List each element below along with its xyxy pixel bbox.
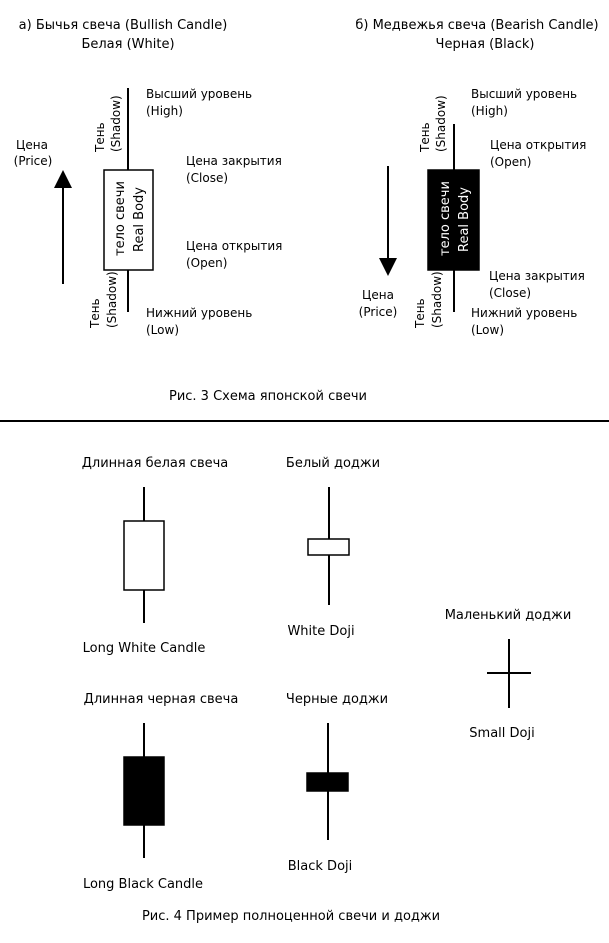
bearish-lower-shadow-label-1: Тень <box>413 298 427 328</box>
bullish-upper-shadow-label-1: Тень <box>93 122 107 152</box>
long-white-candle-example <box>82 456 229 656</box>
bearish-title: б) Медвежья свеча (Bearish Candle) <box>355 18 599 33</box>
price-label-ru: Цена <box>16 138 48 152</box>
small-doji-label-ru: Маленький доджи <box>444 608 572 623</box>
long-black-candle-example <box>83 692 238 892</box>
long-black-label-en: Long Black Candle <box>82 877 204 892</box>
price-down-arrow-head <box>379 258 397 276</box>
long-white-body <box>124 521 164 590</box>
bearish-close-ru: Цена закрытия <box>489 269 585 283</box>
price-up-arrow-head <box>54 170 72 188</box>
bearish-upper-shadow-label-2: (Shadow) <box>434 95 448 152</box>
bearish-close-en: (Close) <box>489 286 532 300</box>
price-label-en-2: (Price) <box>358 305 398 319</box>
bullish-lower-shadow-label-2: (Shadow) <box>105 271 119 328</box>
bearish-high-ru: Высший уровень <box>471 87 578 101</box>
bullish-body-label-en: Real Body <box>132 187 147 252</box>
bearish-body-label-ru: тело свечи <box>438 181 453 256</box>
bearish-subtitle: Черная (Black) <box>435 37 535 52</box>
bullish-high-en: (High) <box>146 104 183 118</box>
bearish-low-ru: Нижний уровень <box>471 306 578 320</box>
bullish-candle-section <box>14 18 283 337</box>
bearish-open-en: (Open) <box>490 155 532 169</box>
black-doji-example <box>286 692 388 874</box>
bearish-upper-shadow-label-1: Тень <box>418 122 432 152</box>
bullish-open-en: (Open) <box>186 256 228 270</box>
long-white-label-ru: Длинная белая свеча <box>81 456 229 471</box>
white-doji-body <box>308 539 349 555</box>
long-white-label-en: Long White Candle <box>82 641 206 656</box>
bullish-lower-shadow-label-1: Тень <box>88 298 102 328</box>
bullish-high-ru: Высший уровень <box>146 87 253 101</box>
bearish-lower-shadow-label-2: (Shadow) <box>430 271 444 328</box>
white-doji-example <box>286 456 380 639</box>
black-doji-body <box>307 773 348 791</box>
figure-4-caption: Рис. 4 Пример полноценной свечи и доджи <box>141 909 441 924</box>
bullish-close-en: (Close) <box>186 171 229 185</box>
long-black-body <box>124 757 164 825</box>
bearish-body-label-en: Real Body <box>457 187 472 252</box>
price-label-ru-2: Цена <box>362 288 394 302</box>
bullish-body-label-ru: тело свечи <box>113 181 128 256</box>
bullish-close-ru: Цена закрытия <box>186 154 282 168</box>
bearish-candle-section <box>355 18 598 337</box>
bullish-title: а) Бычья свеча (Bullish Candle) <box>18 18 228 33</box>
figure-3-caption: Рис. 3 Схема японской свечи <box>168 389 368 404</box>
bearish-high-en: (High) <box>471 104 508 118</box>
bearish-open-ru: Цена открытия <box>490 138 587 152</box>
black-doji-label-ru: Черные доджи <box>285 692 389 707</box>
small-doji-example <box>445 608 572 741</box>
bullish-open-ru: Цена открытия <box>186 239 283 253</box>
bearish-low-en: (Low) <box>471 323 504 337</box>
bullish-upper-shadow-label-2: (Shadow) <box>109 95 123 152</box>
long-black-label-ru: Длинная черная свеча <box>83 692 239 707</box>
price-label-en: (Price) <box>13 154 53 168</box>
white-doji-label-en: White Doji <box>287 624 355 639</box>
bullish-low-ru: Нижний уровень <box>146 306 253 320</box>
black-doji-label-en: Black Doji <box>287 859 353 874</box>
white-doji-label-ru: Белый доджи <box>285 456 381 471</box>
bullish-low-en: (Low) <box>146 323 179 337</box>
small-doji-label-en: Small Doji <box>469 726 535 741</box>
bullish-subtitle: Белая (White) <box>81 37 175 52</box>
